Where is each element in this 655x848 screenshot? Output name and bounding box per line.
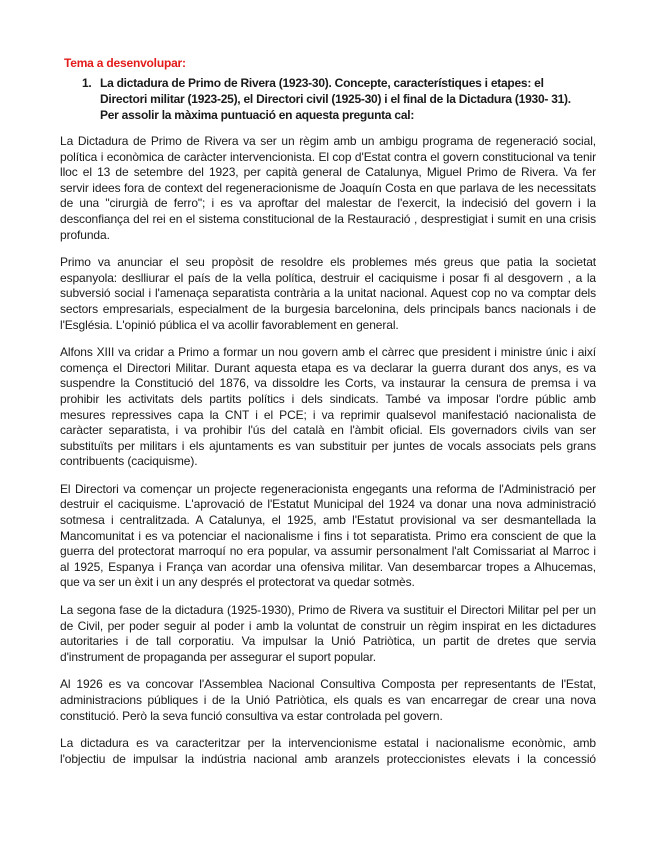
text-line: Al 1926 es va concovar l'Assemblea Nacional Consultiva Composta per representants de l'Estat, [60,677,596,692]
text-line: Primo va anunciar el seu propòsit de resoldre els problemes més greus que patia la societat [60,255,596,270]
essay-paragraph [60,603,596,665]
text-line: substituïts per militars i els ajuntaments es van substituir per juntes de vocals associats pels grans [60,438,596,453]
question-line: La dictadura de Primo de Rivera (1923-30). Concepte, característiques i etapes: el [100,76,544,90]
text-line: administracions públiques i de la Unió Patriòtica, els quals es van encarregar de crear una nova [60,693,596,707]
text-line: de Civil, per poder seguir al poder i amb la voluntat de construir un règim inspirat en les dictadures [60,618,596,633]
text-line: La Dictadura de Primo de Rivera va ser un règim amb un ambigu programa de regeneració social, [60,134,596,148]
text-line: guerra del protectorat marroquí no era popular, va assumir personalment l'alt Comissariat al Marroc i [60,544,596,559]
essay-paragraph [60,736,596,767]
text-line: contribuents (caciquisme). [60,454,198,469]
essay-paragraph [60,255,596,333]
text-line: desconfiança del rei en el sistema constitucional de la Restauració , desprestigiat i sumit en una crisis [60,211,596,226]
text-line: constitució. Però la seva funció consultiva va estar controlada pel govern. [60,708,443,723]
essay-paragraph [60,134,596,243]
topic-label: Tema a desenvolupar: [64,56,186,70]
question-line: Directori militar (1923-25), el Directori civil (1925-30) i el final de la Dictadura (1930- 31). [100,92,571,106]
text-line: La segona fase de la dictadura (1925-1930), Primo de Rivera va sustituir el Directori Militar pel per un [60,603,596,618]
text-line: lloc el 13 de setembre del 1923, per capità general de Catalunya, Miguel Primo de Rivera. Va fer [60,165,596,180]
text-line: Alfons XIII va cridar a Primo a formar un nou govern amb el càrrec que president i ministre únic i així [60,345,596,360]
text-line: suspendre la Constitució del 1876, va dissoldre les Corts, va instaurar la censura de premsa i va [60,376,596,391]
text-line: de una "cirurgià de ferro"; i es va aproftar del malestar de l'exercit, la indecisió del govern i la [60,196,596,211]
text-line: profunda. [60,227,110,242]
question-line: Per assolir la màxima puntuació en aquesta pregunta cal: [100,108,415,122]
text-line: sectors empresarials, especialment de la burgesia barcelonina, dels principals bancs nacionals i de [60,301,596,316]
text-line: caràcter separatista, i va prohibir l'ús del català en l'àmbit oficial. Els governadors civils van ser [60,423,596,438]
text-line: política i econòmica de caràcter intervencionista. El cop d'Estat contra el govern constitucional va tenir [60,149,596,164]
essay-paragraph [60,482,596,591]
text-line: l'objectiu de impulsar la indústria nacional amb aranzels proteccionistes elevats i la concessió [60,751,596,766]
text-line: subversió social i l'amenaça separatista contrària a la unitat nacional. Aquest cop no va comptar dels [60,286,596,301]
question-text [100,75,602,123]
text-line: que va ser un èxit i un any després el protectorat va quedar sotmès. [60,575,415,590]
text-line: El Directori va començar un projecte regeneracionista engegants una reforma de l'Administració per [60,481,596,496]
text-line: espanyola: deslliurar el país de la vella política, destruir el caciquisme i posar fi al desgovern , a la [60,270,596,285]
essay-paragraph [60,677,596,724]
text-line: sotmesa i centralitzada. A Catalunya, el 1925, amb l'Estatut provisional va ser desmantellada la [60,513,596,528]
question-number: 1. [82,76,92,90]
text-line: mesures repressives capa la CNT i el PCE; i va reprimir qualsevol manifestació nacionalista de [60,407,596,422]
essay-body [60,134,596,779]
text-line: l'Església. L'opinió pública el va acollir favorablement en general. [60,317,399,332]
text-line: servir idees fora de context del regeneracionisme de Joaquín Costa en que parlava de les necessitats [60,180,596,195]
text-line: autoritaries i de tall corporatiu. Va impulsar la Unió Patriòtica, un partit de dretes que servia [60,634,596,649]
text-line: al 1925, Espanya i França van acordar una ofensiva militar. Van desembarcar tropes a Alhucemas, [60,559,596,574]
essay-paragraph [60,345,596,470]
text-line: Mancomunitat i es va potenciar el nacionalisme i fins i tot separatista. Primo era conscient de que la [60,528,596,543]
text-line: d'instrument de propaganda per assegurar el suport popular. [60,649,376,664]
text-line: La dictadura es va caracteritzar per la intervencionisme estatal i nacionalisme econòmic, amb [60,736,596,751]
exam-question [82,75,602,123]
text-line: destruir el caciquisme. L'aprovació de l'Estatut Municipal del 1924 va donar una nova administració [60,497,596,512]
text-line: prohibir les activitats dels partits polítics i dels sindicats. També va imposar l'ordre públic amb [60,391,596,406]
text-line: comença el Directori Militar. Durant aquesta etapa es va declarar la guerra durant dos anys, es va [60,360,596,375]
